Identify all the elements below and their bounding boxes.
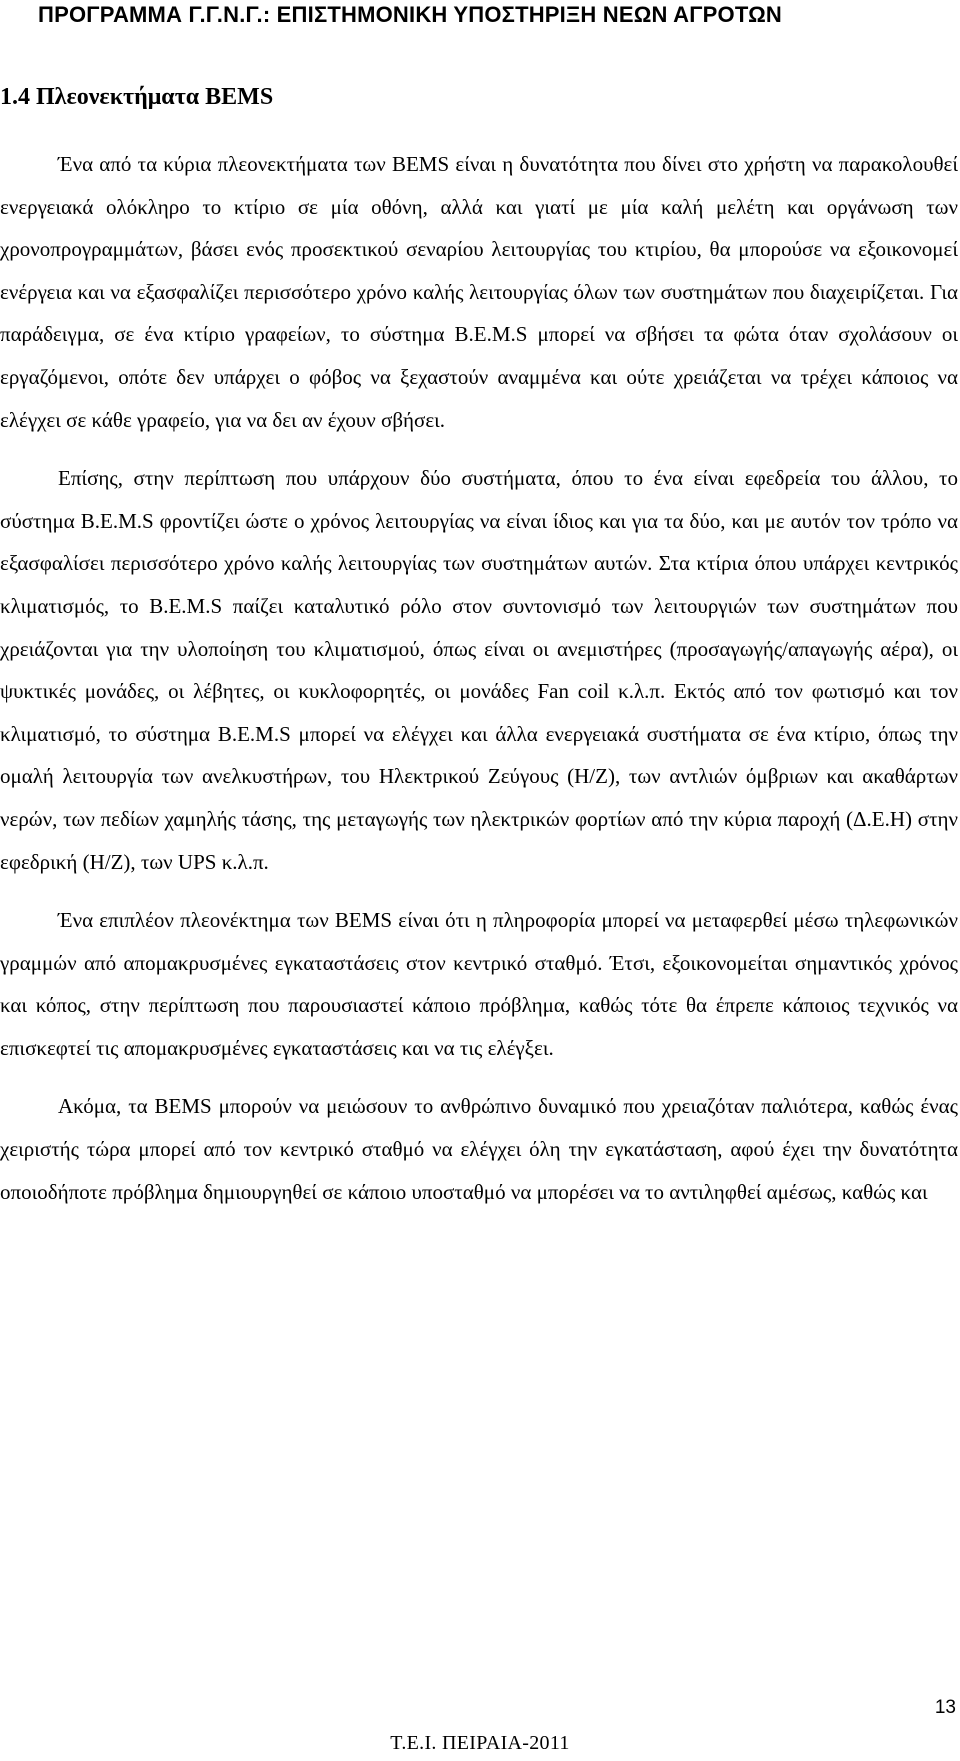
running-header: ΠΡΟΓΡΑΜΜΑ Γ.Γ.Ν.Γ.: ΕΠΙΣΤΗΜΟΝΙΚΗ ΥΠΟΣΤΗΡΙΞΗ ΝΕΩΝ ΑΓΡΟΤΩΝ — [38, 2, 782, 27]
paragraph-1: Ένα από τα κύρια πλεονεκτήματα των BEMS είναι η δυνατότητα που δίνει στο χρήστη να παρακολουθεί ενεργειακά ολόκληρο το κτίριο σε μία οθόνη, αλλά και γιατί με μία καλή μελέτη και οργάνωση των χρονοπρογραμμάτων, βάσει ενός προσεκτικού σεναρίου λειτουργίας του κτιρίου, θα μπορούσε να εξοικονομεί ενέργεια και να εξασφαλίζει περισσότερο χρόνο καλής λειτουργίας όλων των συστημάτων που διαχειρίζεται. Για παράδειγμα, σε ένα κτίριο γραφείων, το σύστημα B.E.M.S μπορεί να σβήσει τα φώτα όταν σχολάσουν οι εργαζόμενοι, οπότε δεν υπάρχει ο φόβος να ξεχαστούν αναμμένα και ούτε χρειάζεται να τρέχει κάποιος να ελέγχει σε κάθε γραφείο, για να δει αν έχουν σβήσει. — [0, 152, 958, 432]
paragraph-3: Ένα επιπλέον πλεονέκτημα των BEMS είναι ότι η πληροφορία μπορεί να μεταφερθεί μέσω τηλεφωνικών γραμμών από απομακρυσμένες εγκαταστάσεις στον κεντρικό σταθμό. Έτσι, εξοικονομείται σημαντικός χρόνος και κόπος, στην περίπτωση που παρουσιαστεί κάποιο πρόβλημα, καθώς τότε θα έπρεπε κάποιος τεχνικός να επισκεφτεί τις απομακρυσμένες εγκαταστάσεις και να τις ελέγξει. — [0, 908, 958, 1060]
paragraph-4: Ακόμα, τα BEMS μπορούν να μειώσουν το ανθρώπινο δυναμικό που χρειαζόταν παλιότερα, καθώς ένας χειριστής τώρα μπορεί από τον κεντρικό σταθμό να ελέγχει όλη την εγκατάσταση, αφού έχει την δυνατότητα οποιοδήποτε πρόβλημα δημιουργηθεί σε κάποιο υποσταθμό να μπορέσει να το αντιληφθεί αμέσως, καθώς και — [0, 1094, 958, 1204]
body-text — [0, 143, 958, 1213]
running-footer: Τ.Ε.Ι. ΠΕΙΡΑΙΑ-2011 — [390, 1732, 570, 1754]
section-title: 1.4 Πλεονεκτήματα BEMS — [0, 84, 274, 110]
page-number: 13 — [934, 1697, 956, 1718]
paragraph-2: Επίσης, στην περίπτωση που υπάρχουν δύο συστήματα, όπου το ένα είναι εφεδρεία του άλλου, το σύστημα B.E.M.S φροντίζει ώστε ο χρόνος λειτουργίας να είναι ίδιος και για τα δύο, και με αυτόν τον τρόπο να εξασφαλίσει περισσότερο χρόνο καλής λειτουργίας των συστημάτων αυτών. Στα κτίρια όπου υπάρχει κεντρικός κλιματισμός, το B.E.M.S παίζει καταλυτικό ρόλο στον συντονισμό των λειτουργιών των συστημάτων που χρειάζονται για την υλοποίηση του κλιματισμού, όπως είναι οι ανεμιστήρες (προσαγωγής/απαγωγής αέρα), οι ψυκτικές μονάδες, οι λέβητες, οι κυκλοφορητές, οι μονάδες Fan coil κ.λ.π. Εκτός από τον φωτισμό και τον κλιματισμό, το σύστημα B.E.M.S μπορεί να ελέγχει και άλλα ενεργειακά συστήματα σε ένα κτίριο, όπως την ομαλή λειτουργία των ανελκυστήρων, του Ηλεκτρικού Ζεύγους (Η/Ζ), των αντλιών όμβριων και ακαθάρτων νερών, των πεδίων χαμηλής τάσης, της μεταγωγής των ηλεκτρικών φορτίων από την κύρια παροχή (Δ.Ε.Η) στην εφεδρική (Η/Ζ), των UPS κ.λ.π. — [0, 466, 958, 874]
